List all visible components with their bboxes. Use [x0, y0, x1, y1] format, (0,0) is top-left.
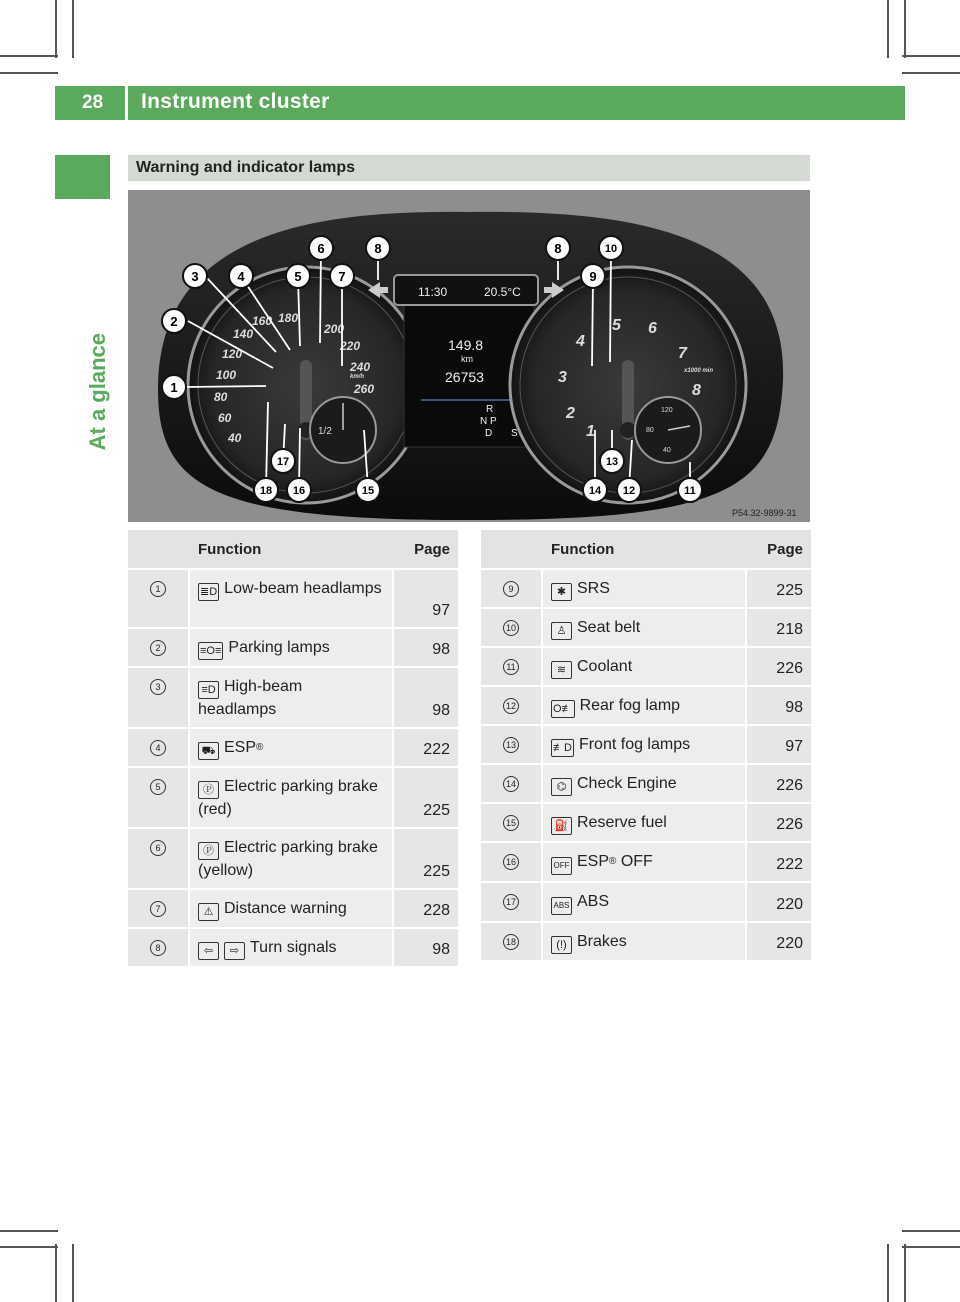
speed-tick: 80 [214, 390, 228, 404]
svg-text:7: 7 [338, 269, 346, 284]
page-ref: 98 [745, 687, 811, 726]
page-ref: 222 [745, 843, 811, 883]
function-label: Electric parking brake (yellow) [198, 839, 378, 879]
reserve-fuel-icon: ⛽ [551, 817, 572, 835]
function-label: Rear fog lamp [579, 697, 681, 714]
crop-mark [904, 0, 906, 58]
display-time: 11:30 [418, 285, 448, 299]
svg-text:9: 9 [589, 269, 597, 284]
row-number: 3 [150, 679, 166, 695]
function-label: Turn signals [250, 939, 337, 956]
callout-6 [309, 236, 333, 260]
function-label-suffix: OFF [616, 853, 653, 870]
speed-tick: 60 [218, 411, 232, 425]
svg-text:3: 3 [191, 269, 199, 284]
svg-text:17: 17 [276, 456, 290, 468]
speed-tick: 260 [354, 382, 375, 396]
rear-fog-lamp-icon: O≢ [551, 700, 575, 718]
callout-3 [183, 264, 207, 288]
parking-brake-yellow-icon: Ⓟ [198, 842, 219, 860]
table-row [481, 687, 811, 726]
brakes-icon: (!) [551, 936, 572, 954]
callout-11 [678, 478, 702, 502]
lamps-table-right [481, 530, 811, 962]
svg-text:11: 11 [684, 485, 696, 497]
coolant-icon: ≋ [551, 661, 572, 679]
function-label: High-beam headlamps [198, 678, 303, 718]
col-number [128, 530, 190, 570]
svg-text:15: 15 [361, 485, 375, 497]
speed-unit: km/h [350, 374, 365, 380]
function-label: Seat belt [577, 619, 641, 636]
parking-brake-red-icon: Ⓟ [198, 781, 219, 799]
display-temp: 20.5°C [484, 285, 521, 299]
callout-10 [599, 236, 623, 260]
row-number: 17 [503, 894, 519, 910]
function-label: Electric parking brake (red) [198, 778, 378, 818]
table-row [481, 804, 811, 843]
row-number: 18 [503, 934, 519, 950]
distance-warning-icon: ⚠ [198, 903, 219, 921]
crop-mark [904, 1244, 906, 1302]
row-number: 2 [150, 640, 166, 656]
row-number: 9 [503, 581, 519, 597]
gear-r: R [486, 404, 494, 415]
page-ref: 98 [392, 929, 458, 968]
table-row [481, 648, 811, 687]
chapter-title: Instrument cluster [141, 90, 330, 113]
svg-text:8: 8 [554, 241, 562, 256]
crop-mark [72, 1244, 74, 1302]
rpm-tick: 4 [576, 333, 585, 350]
parking-lamps-icon: ≡O≡ [198, 642, 223, 660]
gear-np: N P [480, 416, 497, 427]
temp-tick: 80 [646, 427, 654, 434]
callout-16 [287, 478, 311, 502]
speed-tick: 140 [233, 327, 254, 341]
col-number [481, 530, 543, 570]
crop-mark [887, 0, 889, 58]
check-engine-icon: ⌬ [551, 778, 572, 796]
rpm-tick: 2 [566, 405, 575, 422]
callout-12 [617, 478, 641, 502]
srs-icon: ✱ [551, 583, 572, 601]
callout-15 [356, 478, 380, 502]
col-page: Page [392, 530, 458, 570]
low-beam-icon: ≣D [198, 583, 219, 601]
table-row [128, 929, 458, 968]
page-ref: 225 [392, 768, 458, 829]
table-row [128, 570, 458, 629]
crop-mark [902, 72, 960, 74]
table-row [128, 629, 458, 668]
page-ref: 218 [745, 609, 811, 648]
function-label: Distance warning [224, 900, 347, 917]
function-label: ESP [577, 853, 610, 870]
col-function: Function [190, 530, 392, 570]
rpm-tick: 6 [648, 320, 657, 337]
callout-17 [271, 449, 295, 473]
crop-mark [902, 1246, 960, 1248]
temp-tick: 40 [663, 447, 671, 454]
callout-9 [581, 264, 605, 288]
table-row [128, 729, 458, 768]
abs-icon: ABS [551, 897, 572, 915]
callout-1 [162, 375, 186, 399]
callout-2 [162, 309, 186, 333]
row-number: 10 [503, 620, 519, 636]
rpm-tick: 7 [678, 345, 687, 362]
page-ref: 226 [745, 804, 811, 843]
svg-text:5: 5 [294, 269, 302, 284]
table-row [128, 890, 458, 929]
svg-text:6: 6 [317, 241, 325, 256]
table-row [481, 843, 811, 883]
header-separator [125, 86, 128, 120]
function-label: Low-beam headlamps [224, 580, 382, 597]
crop-mark [0, 1246, 58, 1248]
table-row [481, 570, 811, 609]
esp-icon: ⛟ [198, 742, 219, 760]
function-label: Coolant [577, 658, 633, 675]
svg-text:1: 1 [170, 380, 178, 395]
registered-mark: ® [609, 856, 617, 867]
function-label: Reserve fuel [577, 814, 667, 831]
speed-tick: 100 [216, 368, 237, 382]
rpm-tick: 5 [612, 317, 621, 334]
row-number: 1 [150, 581, 166, 597]
page-ref: 226 [745, 648, 811, 687]
callout-18 [254, 478, 278, 502]
gear-s: S [511, 428, 518, 439]
function-label: Brakes [577, 933, 627, 950]
callout-7 [330, 264, 354, 288]
table-row [481, 883, 811, 923]
callout-8-left [366, 236, 390, 260]
svg-text:18: 18 [259, 485, 273, 497]
section-title: Warning and indicator lamps [128, 155, 810, 181]
table-row [128, 829, 458, 890]
svg-text:2: 2 [170, 314, 178, 329]
gear-d: D [485, 428, 493, 439]
callout-4 [229, 264, 253, 288]
fuel-half-label: 1/2 [318, 426, 332, 437]
crop-mark [72, 0, 74, 58]
speed-tick: 180 [278, 311, 299, 325]
page-number: 28 [82, 92, 104, 113]
lamps-table-left [128, 530, 458, 968]
row-number: 15 [503, 815, 519, 831]
page-ref: 225 [392, 829, 458, 890]
function-label: Front fog lamps [578, 736, 691, 753]
crop-mark [0, 1230, 58, 1232]
rpm-tick: 1 [586, 423, 595, 440]
row-number: 7 [150, 901, 166, 917]
row-number: 11 [503, 659, 519, 675]
svg-text:12: 12 [622, 485, 636, 497]
side-tab-block [55, 155, 110, 199]
odometer-value: 26753 [445, 369, 484, 385]
page-ref: 97 [392, 570, 458, 629]
col-function: Function [543, 530, 745, 570]
crop-mark [55, 1244, 57, 1302]
side-tab-label: At a glance [85, 333, 110, 451]
row-number: 8 [150, 940, 166, 956]
speed-tick: 200 [324, 322, 345, 336]
svg-text:13: 13 [605, 456, 619, 468]
crop-mark [55, 0, 57, 58]
table-row [481, 609, 811, 648]
table-row [128, 768, 458, 829]
high-beam-icon: ≡D [198, 681, 219, 699]
svg-text:14: 14 [588, 485, 602, 497]
row-number: 12 [503, 698, 519, 714]
svg-text:16: 16 [292, 485, 306, 497]
page-ref: 220 [745, 923, 811, 962]
page-ref: 220 [745, 883, 811, 923]
registered-mark: ® [256, 742, 264, 753]
row-number: 16 [503, 854, 519, 870]
instrument-cluster-photo [128, 190, 810, 522]
crop-mark [0, 55, 58, 57]
rpm-unit: x1000 min [684, 368, 714, 374]
esp-off-icon: OFF [551, 857, 572, 875]
speed-tick: 220 [340, 339, 361, 353]
page-ref: 222 [392, 729, 458, 768]
crop-mark [902, 1230, 960, 1232]
speed-tick: 240 [350, 360, 371, 374]
svg-text:4: 4 [237, 269, 245, 284]
speed-tick: 120 [222, 347, 243, 361]
speed-tick: 40 [228, 431, 242, 445]
function-label: SRS [577, 580, 610, 597]
turn-signal-right-icon: ⇨ [224, 942, 245, 960]
crop-mark [0, 72, 58, 74]
image-code: P54.32-9899-31 [732, 508, 797, 518]
callout-5 [286, 264, 310, 288]
table-row [481, 726, 811, 765]
col-page: Page [745, 530, 811, 570]
callout-8-right [546, 236, 570, 260]
page-ref: 228 [392, 890, 458, 929]
function-label: Parking lamps [228, 639, 330, 656]
row-number: 5 [150, 779, 166, 795]
seat-belt-icon: ♙ [551, 622, 572, 640]
svg-text:10: 10 [604, 243, 618, 255]
page-ref: 97 [745, 726, 811, 765]
rpm-tick: 8 [692, 382, 701, 399]
row-number: 13 [503, 737, 519, 753]
page-ref: 226 [745, 765, 811, 804]
row-number: 6 [150, 840, 166, 856]
table-row [128, 668, 458, 729]
callout-13 [600, 449, 624, 473]
front-fog-lamps-icon: ≢D [551, 739, 574, 757]
turn-signal-left-icon: ⇦ [198, 942, 219, 960]
table-row [481, 765, 811, 804]
speed-tick: 160 [252, 314, 273, 328]
function-label: Check Engine [577, 775, 677, 792]
trip-value: 149.8 [448, 337, 484, 353]
page-ref: 98 [392, 629, 458, 668]
row-number: 4 [150, 740, 166, 756]
page-ref: 98 [392, 668, 458, 729]
callout-14 [583, 478, 607, 502]
trip-unit: km [461, 354, 473, 364]
function-label: ABS [577, 893, 610, 910]
rpm-tick: 3 [558, 369, 567, 386]
crop-mark [902, 55, 960, 57]
svg-text:8: 8 [374, 241, 382, 256]
function-label: ESP [224, 739, 257, 756]
temp-tick: 120 [661, 407, 673, 414]
row-number: 14 [503, 776, 519, 792]
page-ref: 225 [745, 570, 811, 609]
crop-mark [887, 1244, 889, 1302]
table-row [481, 923, 811, 962]
